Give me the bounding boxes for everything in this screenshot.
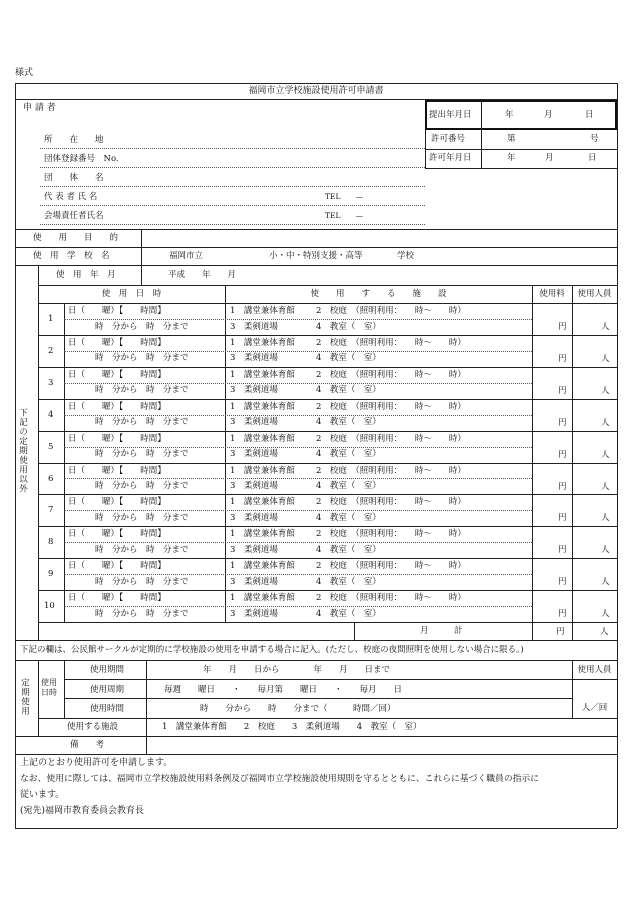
- regular-people-label: 使用人員: [577, 665, 612, 675]
- use-month-label: 使 用 年 月: [56, 270, 116, 280]
- submit-hi: 日: [585, 110, 594, 120]
- row-mid-line: [64, 319, 532, 320]
- row-f1[interactable]: 1 講堂兼体育館: [230, 497, 295, 508]
- time-label: 使用時間: [90, 704, 125, 714]
- row-f2[interactable]: 2 校庭 （照明利用： 時～ 時）: [316, 465, 466, 476]
- row-people-nin[interactable]: 人: [601, 609, 610, 620]
- row-day[interactable]: 日（ 曜）【 時間】: [68, 401, 166, 412]
- row-time[interactable]: 時 分から 時 分まで: [95, 321, 189, 332]
- irregular-label: 下記の定期使用以外: [17, 408, 28, 494]
- row-f2[interactable]: 2 校庭 （照明利用： 時～ 時）: [316, 593, 466, 604]
- row-day[interactable]: 日（ 曜）【 時間】: [68, 306, 166, 316]
- row-f4[interactable]: 4 教室（ 室）: [316, 385, 381, 396]
- right-box-divider: [481, 100, 482, 168]
- row-f2[interactable]: 2 校庭 （照明利用： 時～ 時）: [316, 497, 466, 508]
- row-mid-line: [64, 415, 532, 416]
- row-mid-line: [64, 447, 532, 448]
- header-top: [38, 285, 617, 286]
- row-number: 10: [44, 601, 55, 612]
- row-fee-yen[interactable]: 円: [558, 481, 567, 492]
- row-time[interactable]: 時 分から 時 分まで: [95, 608, 189, 619]
- row-f4[interactable]: 4 教室（ 室）: [316, 608, 381, 619]
- row-f2[interactable]: 2 校庭 （照明利用： 時～ 時）: [316, 561, 466, 572]
- total-divider: [354, 622, 355, 640]
- row-f4[interactable]: 4 教室（ 室）: [316, 544, 381, 555]
- school-bottom: [15, 265, 617, 266]
- row-people-nin[interactable]: 人: [601, 353, 610, 364]
- row-f2[interactable]: 2 校庭 （照明利用： 時～ 時）: [316, 529, 466, 540]
- row-f3[interactable]: 3 柔剣道場: [230, 512, 278, 523]
- row-f3[interactable]: 3 柔剣道場: [230, 417, 278, 428]
- row-f1[interactable]: 1 講堂兼体育館: [230, 529, 295, 540]
- row-f1[interactable]: 1 講堂兼体育館: [230, 433, 295, 444]
- row-f1[interactable]: 1 講堂兼体育館: [230, 465, 295, 476]
- total-bottom: [15, 640, 617, 641]
- row-f4[interactable]: 4 教室（ 室）: [316, 512, 381, 523]
- row-mid-line: [64, 478, 532, 479]
- facility-label: 使用する施設: [67, 722, 119, 732]
- header-facility: 使 用 す る 施 設: [310, 289, 447, 299]
- row-number: 7: [48, 505, 54, 516]
- row-fee-yen[interactable]: 円: [558, 449, 567, 460]
- row-f4[interactable]: 4 教室（ 室）: [316, 449, 381, 460]
- time-bottom: [38, 718, 617, 719]
- row-mid-line: [64, 574, 532, 575]
- period-label: 使用期間: [90, 665, 125, 675]
- total-nin: 人: [600, 627, 609, 637]
- time-value[interactable]: 時 分から 時 分まで（ 時間／回）: [200, 704, 396, 714]
- row-day[interactable]: 日（ 曜）【 時間】: [68, 369, 166, 380]
- row-day[interactable]: 日（ 曜）【 時間】: [68, 337, 166, 348]
- period-bottom: [64, 679, 617, 680]
- purpose-top: [15, 229, 617, 230]
- form-title: 福岡市立学校施設使用許可申請書: [248, 86, 384, 96]
- frame-right: [617, 83, 618, 828]
- total-yen: 円: [556, 627, 565, 637]
- venue-mgr-label: 会場責任者氏名: [44, 211, 104, 221]
- row-f4[interactable]: 4 教室（ 室）: [316, 321, 381, 332]
- school-label: 使 用 学 校 名: [33, 251, 110, 261]
- row-f1[interactable]: 1 講堂兼体育館: [230, 337, 295, 348]
- row-f3[interactable]: 3 柔剣道場: [230, 321, 278, 332]
- row-fee-yen[interactable]: 円: [558, 609, 567, 620]
- row-fee-yen[interactable]: 円: [558, 577, 567, 588]
- row-people-nin[interactable]: 人: [601, 385, 610, 396]
- use-month-value: 平成 年 月: [168, 270, 237, 280]
- row-day[interactable]: 日（ 曜）【 時間】: [68, 433, 166, 444]
- row-day[interactable]: 日（ 曜）【 時間】: [68, 593, 166, 604]
- row-number: 9: [48, 569, 54, 580]
- submit-date-label: 提出年月日: [429, 110, 472, 120]
- row-day[interactable]: 日（ 曜）【 時間】: [68, 465, 166, 476]
- row-f3[interactable]: 3 柔剣道場: [230, 576, 278, 587]
- header-bottom: [38, 303, 617, 304]
- row-time[interactable]: 時 分から 時 分まで: [95, 576, 189, 587]
- row-f1[interactable]: 1 講堂兼体育館: [230, 593, 295, 604]
- row-number: 3: [48, 377, 54, 388]
- remarks-bottom: [15, 754, 617, 755]
- row-mid-line: [64, 542, 532, 543]
- row-f2[interactable]: 2 校庭 （照明利用： 時～ 時）: [316, 306, 466, 316]
- row-f1[interactable]: 1 講堂兼体育館: [230, 401, 295, 412]
- period-value[interactable]: 年 月 日から 年 月 日まで: [203, 665, 391, 675]
- permit-dai: 第: [507, 134, 516, 144]
- address-line[interactable]: [40, 148, 425, 149]
- row-bottom-line: [38, 494, 617, 495]
- row-f1[interactable]: 1 講堂兼体育館: [230, 306, 295, 316]
- row-bottom-line: [38, 558, 617, 559]
- cycle-value[interactable]: 毎週 曜日 ・ 毎月第 曜日 ・ 毎月 日: [164, 685, 403, 695]
- total-label: 月 計: [420, 626, 463, 636]
- row-bottom-line: [38, 463, 617, 464]
- permit-go: 号: [590, 134, 599, 144]
- school-types: 小・中・特別支援・高等: [269, 251, 363, 261]
- row-time[interactable]: 時 分から 時 分まで: [95, 353, 189, 364]
- row-time[interactable]: 時 分から 時 分まで: [95, 512, 189, 523]
- right-box-mid: [425, 149, 617, 150]
- regular-top: [15, 660, 617, 661]
- row-number: 6: [48, 473, 54, 484]
- row-mid-line: [64, 606, 532, 607]
- footer-line3: 従います。: [20, 790, 65, 800]
- cycle-label: 使用周期: [90, 685, 125, 695]
- row-fee-yen[interactable]: 円: [558, 513, 567, 524]
- row-day[interactable]: 日（ 曜）【 時間】: [68, 529, 166, 540]
- school-suffix: 学校: [397, 251, 415, 261]
- row-f4[interactable]: 4 教室（ 室）: [316, 353, 381, 364]
- purpose-label: 使 用 目 的: [33, 233, 119, 243]
- venue-line[interactable]: [40, 224, 425, 225]
- row-number: 1: [48, 314, 54, 324]
- row-f4[interactable]: 4 教室（ 室）: [316, 576, 381, 587]
- address-label: 所 在 地: [44, 135, 104, 145]
- school-city: 福岡市立: [169, 251, 204, 261]
- facility-value[interactable]: 1 講堂兼体育館 2 校庭 3 柔剣道場 4 教室（ 室）: [162, 722, 422, 732]
- venue-tel: TEL —: [325, 211, 363, 220]
- row-fee-yen[interactable]: 円: [558, 417, 567, 428]
- row-number: 5: [48, 441, 54, 452]
- rep-name-label: 代 表 者 氏 名: [44, 192, 98, 202]
- form-label: 様式: [15, 68, 34, 78]
- row-f3[interactable]: 3 柔剣道場: [230, 544, 278, 555]
- rep-tel: TEL —: [325, 192, 363, 201]
- row-f4[interactable]: 4 教室（ 室）: [316, 481, 381, 491]
- row-time[interactable]: 時 分から 時 分まで: [95, 449, 189, 460]
- submit-tsuki: 月: [544, 110, 553, 120]
- header-fee: 使用料: [539, 289, 565, 299]
- row-day[interactable]: 日（ 曜）【 時間】: [68, 497, 166, 508]
- regular-people-value[interactable]: 人／回: [581, 703, 608, 713]
- regular-note: 下記の欄は、公民館サークルが定期的に学校施設の使用を申請する場合に記入。(ただし、校庭の夜間照明を使用しない場合に限る。): [20, 645, 524, 655]
- row-fee-yen[interactable]: 円: [558, 353, 567, 364]
- row-bottom-line: [38, 526, 617, 527]
- row-f3[interactable]: 3 柔剣道場: [230, 481, 278, 491]
- row-fee-yen[interactable]: 円: [558, 322, 567, 332]
- remarks-label: 備 考: [70, 740, 105, 750]
- row-people-nin[interactable]: 人: [601, 577, 610, 588]
- header-datetime: 使 用 日 時: [101, 289, 162, 299]
- row-people-nin[interactable]: 人: [601, 449, 610, 460]
- row-f2[interactable]: 2 校庭 （照明利用： 時～ 時）: [316, 369, 466, 380]
- row-number: 4: [48, 409, 54, 420]
- permit-tsuki: 月: [545, 153, 554, 163]
- irregular-side-divider: [38, 265, 39, 640]
- row-fee-yen[interactable]: 円: [558, 545, 567, 556]
- regular-side-divider: [38, 660, 39, 736]
- row-f1[interactable]: 1 講堂兼体育館: [230, 561, 295, 572]
- row-f3[interactable]: 3 柔剣道場: [230, 449, 278, 460]
- row-f3[interactable]: 3 柔剣道場: [230, 385, 278, 396]
- row-number: 8: [48, 537, 54, 548]
- facility-bottom: [15, 736, 617, 737]
- regular-sub-label: 使用日時: [41, 678, 57, 697]
- row-f2[interactable]: 2 校庭 （照明利用： 時～ 時）: [316, 401, 466, 412]
- permit-nen: 年: [507, 153, 516, 163]
- regular-sub-divider: [64, 660, 65, 718]
- submit-nen: 年: [505, 110, 514, 120]
- header-people: 使用人員: [577, 289, 612, 299]
- top-border: [15, 83, 617, 84]
- group-reg-line[interactable]: [40, 167, 425, 168]
- row-mid-line: [64, 510, 532, 511]
- permit-no-label: 許可番号: [431, 134, 466, 144]
- row-bottom-line: [38, 431, 617, 432]
- footer-line4: (宛先)福岡市教育委員会教育長: [20, 806, 145, 816]
- row-mid-line: [64, 351, 532, 352]
- footer-line1: 上記のとおり使用許可を申請します。: [20, 758, 173, 768]
- permit-hi: 日: [588, 153, 597, 163]
- row-bottom-line: [38, 399, 617, 400]
- row-f4[interactable]: 4 教室（ 室）: [316, 417, 381, 428]
- group-reg-label: 団体登録番号 No.: [44, 154, 119, 164]
- row-bottom-line: [38, 590, 617, 591]
- row-people-nin[interactable]: 人: [601, 481, 610, 492]
- row-bottom-line: [38, 335, 617, 336]
- applicant-label: 申 請 者: [23, 103, 56, 113]
- group-name-label: 団 体 名: [44, 173, 104, 183]
- row-people-nin[interactable]: 人: [601, 545, 610, 556]
- row-f3[interactable]: 3 柔剣道場: [230, 353, 278, 364]
- bottom-border: [15, 828, 617, 829]
- right-box-bottom: [425, 168, 617, 169]
- row-time[interactable]: 時 分から 時 分まで: [95, 481, 189, 491]
- row-time[interactable]: 時 分から 時 分まで: [95, 544, 189, 555]
- group-name-line[interactable]: [40, 186, 425, 187]
- row-day[interactable]: 日（ 曜）【 時間】: [68, 561, 166, 572]
- row-f2[interactable]: 2 校庭 （照明利用： 時～ 時）: [316, 433, 466, 444]
- row-people-nin[interactable]: 人: [601, 417, 610, 428]
- remarks-divider: [146, 736, 147, 754]
- use-month-divider: [141, 265, 142, 285]
- permit-date-label: 許可年月日: [429, 153, 472, 163]
- row-bottom-line: [38, 622, 617, 623]
- school-top: [15, 247, 617, 248]
- row-people-nin[interactable]: 人: [601, 322, 610, 332]
- row-f2[interactable]: 2 校庭 （照明利用： 時～ 時）: [316, 337, 466, 348]
- row-time[interactable]: 時 分から 時 分まで: [95, 417, 189, 428]
- row-bottom-line: [38, 367, 617, 368]
- row-f3[interactable]: 3 柔剣道場: [230, 608, 278, 619]
- row-f1[interactable]: 1 講堂兼体育館: [230, 369, 295, 380]
- footer-line2: なお、使用に際しては、福岡市立学校施設使用料条例及び福岡市立学校施設使用規則を守るとともに、これらに基づく職員の指示に: [20, 774, 540, 784]
- row-fee-yen[interactable]: 円: [558, 385, 567, 396]
- row-number: 2: [48, 345, 54, 356]
- row-people-nin[interactable]: 人: [601, 513, 610, 524]
- rep-line[interactable]: [40, 205, 425, 206]
- regular-side-label: 定期使用: [19, 678, 30, 716]
- frame-left: [15, 83, 16, 828]
- cycle-bottom: [64, 698, 572, 699]
- row-mid-line: [64, 383, 532, 384]
- row-time[interactable]: 時 分から 時 分まで: [95, 385, 189, 396]
